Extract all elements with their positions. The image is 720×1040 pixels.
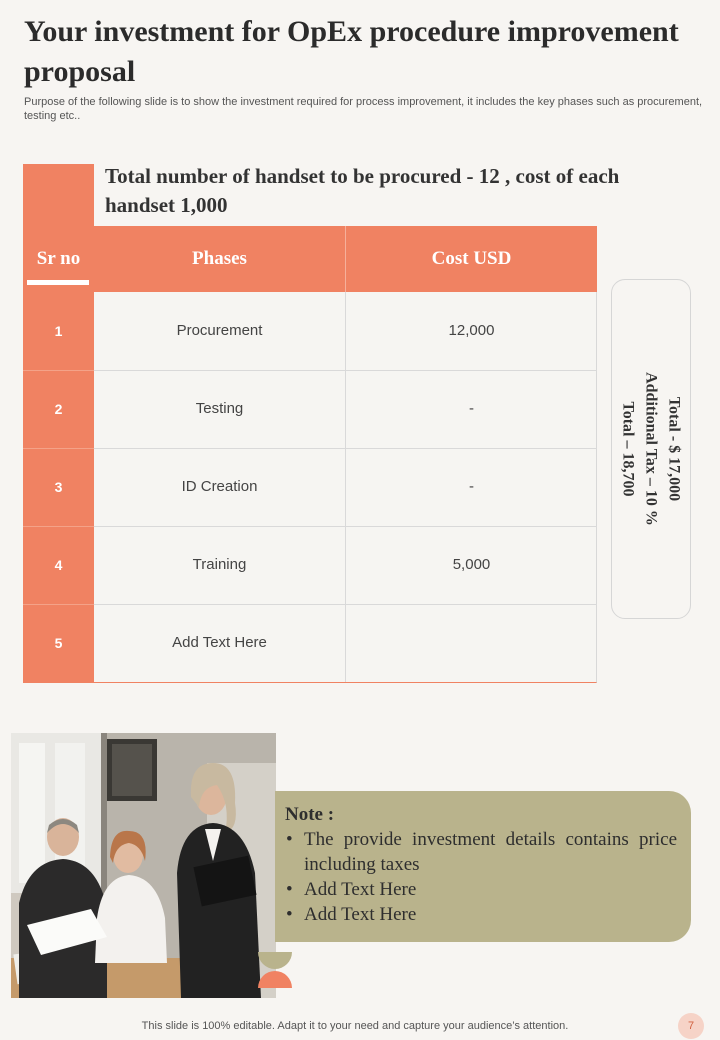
note-box [275,791,691,942]
cost-cell: - [469,400,474,417]
cost-cell: 12,000 [448,322,495,339]
table-row [94,604,597,682]
row-number: 2 [54,401,63,417]
row-number: 1 [54,323,63,339]
phase-cell: Procurement [176,322,263,339]
note-item: • The provide investment details contains price including taxes [285,827,677,877]
table-body [94,292,597,683]
sr-no-underline [27,280,89,285]
note-item: • Add Text Here [285,877,677,902]
phase-cell: ID Creation [181,478,258,495]
footer-text: This slide is 100% editable. Adapt it to your need and capture your audience’s attention. [141,1020,569,1032]
team-meeting-illustration [11,733,276,998]
summary-total: Total - $ 17,000 [665,396,683,502]
sr-no-header-label: Sr no [36,248,81,269]
summary-text [617,372,686,526]
note-item: • Add Text Here [285,902,677,927]
phases-header: Phases [192,248,247,269]
cost-header: Cost USD [431,248,512,269]
cost-cell: 5,000 [452,556,491,573]
sr-no-header [23,228,94,292]
team-meeting-photo [11,733,276,998]
note-title: Note : [285,804,335,825]
summary-grand-total: Total – 18,700 [619,401,637,497]
decorative-semicircles-icon [258,952,292,988]
phase-cell: Testing [195,400,244,417]
row-number: 4 [54,557,63,573]
phase-cell: Training [192,556,247,573]
row-number: 3 [54,479,63,495]
note-list [285,827,677,927]
row-number: 5 [54,635,63,651]
table-header [94,226,597,292]
table-row [94,526,597,604]
summary-tax: Additional Tax – 10 % [642,372,660,526]
page-number: 7 [678,1013,704,1039]
slide-subtitle: Purpose of the following slide is to show the investment required for process improvement, it includes the key phases such as procurement, testing etc.. [24,96,703,122]
cost-cell [346,604,597,682]
phase-cell: Add Text Here [172,634,267,651]
table-row [94,370,597,448]
table-heading: Total number of handset to be procured - 12 , cost of each handset 1,000 [105,164,620,217]
slide-title: Your investment for OpEx procedure improvement proposal [24,15,679,88]
cost-cell: - [469,478,474,495]
table-row [94,292,597,370]
table-row [94,448,597,526]
